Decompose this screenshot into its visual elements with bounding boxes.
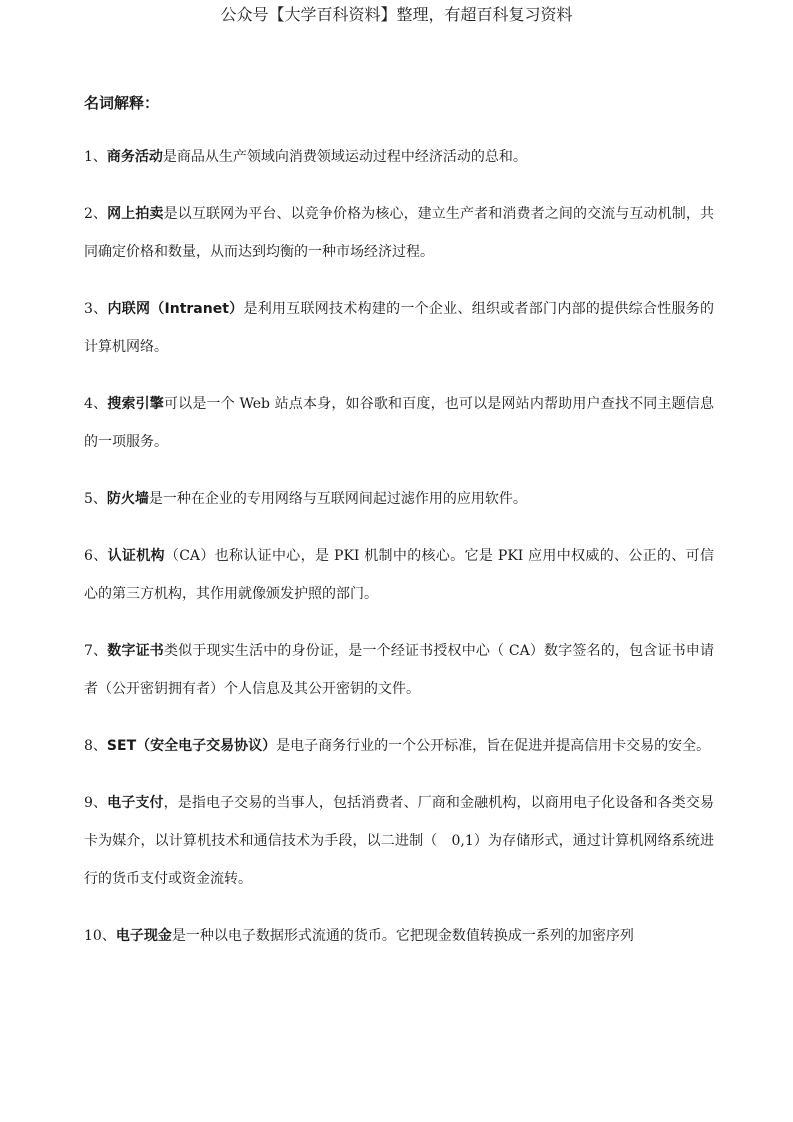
entry-number: 1、 xyxy=(84,149,107,165)
definition-entry-9 xyxy=(84,784,714,898)
definition-entry-5 xyxy=(84,480,714,518)
entry-definition: 是利用互联网技术构建的一个企业、组织或者部门内部的提供综合性服务的计算机网络。 xyxy=(84,301,714,355)
entry-term: 内联网（Intranet） xyxy=(107,301,244,317)
entry-term: 认证机构 xyxy=(107,548,165,564)
page-header: 公众号【大学百科资料】整理，有超百科复习资料 xyxy=(220,5,573,24)
entry-term: 防火墙 xyxy=(106,491,149,507)
entry-number: 5、 xyxy=(84,491,107,507)
definition-entry-7 xyxy=(84,632,714,708)
definition-entry-2 xyxy=(84,195,714,271)
document-body xyxy=(84,92,714,974)
entry-number: 7、 xyxy=(84,643,108,659)
definition-entry-10 xyxy=(84,917,714,955)
entry-definition: 是电子商务行业的一个公开标准，旨在促进并提高信用卡交易的安全。 xyxy=(276,738,711,754)
entry-term: 商务活动 xyxy=(106,149,163,165)
entry-definition: 类似于现实生活中的身份证，是一个经证书授权中心（ CA）数字签名的，包含证书申请者（公开密钥拥有者）个人信息及其公开密钥的文件。 xyxy=(84,643,714,697)
entry-term: SET（安全电子交易协议） xyxy=(106,738,277,754)
entry-number: 2、 xyxy=(84,206,108,222)
entry-term: 电子现金 xyxy=(115,928,172,944)
entry-term: 搜索引擎 xyxy=(107,396,164,412)
entry-definition: 是一种以电子数据形式流通的货币。它把现金数值转换成一系列的加密序列 xyxy=(171,928,634,944)
entry-number: 3、 xyxy=(84,301,108,317)
entry-term: 电子支付 xyxy=(107,795,164,811)
definition-entry-1 xyxy=(84,138,714,176)
entry-definition: ，是指电子交易的当事人，包括消费者、厂商和金融机构，以商用电子化设备和各类交易卡为媒介，以计算机技术和通信技术为手段，以二进制（ 0,1）为存储形式，通过计算机网络系统进行的货币支付或资金流转。 xyxy=(84,795,714,887)
entry-definition: 是一种在企业的专用网络与互联网间起过滤作用的应用软件。 xyxy=(148,491,527,507)
entry-number: 4、 xyxy=(84,396,108,412)
entry-term: 数字证书 xyxy=(107,643,164,659)
entry-number: 8、 xyxy=(84,738,107,754)
entry-definition: 是商品从生产领域向消费领域运动过程中经济活动的总和。 xyxy=(162,149,527,165)
section-title: 名词解释： xyxy=(84,94,160,112)
entry-number: 10、 xyxy=(84,928,116,944)
entry-definition: 是以互联网为平台、以竞争价格为核心，建立生产者和消费者之间的交流与互动机制，共同确定价格和数量，从而达到均衡的一种市场经济过程。 xyxy=(84,206,714,260)
definition-entry-4 xyxy=(84,385,714,461)
entry-number: 6、 xyxy=(84,548,108,564)
entry-term: 网上拍卖 xyxy=(107,206,164,222)
definition-entry-8 xyxy=(84,727,714,765)
entry-definition: 可以是一个 Web 站点本身，如谷歌和百度，也可以是网站内帮助用户查找不同主题信息的一项服务。 xyxy=(84,396,714,450)
definition-entry-3 xyxy=(84,290,714,366)
entry-definition: （CA）也称认证中心，是 PKI 机制中的核心。它是 PKI 应用中权威的、公正的、可信心的第三方机构，其作用就像颁发护照的部门。 xyxy=(84,548,714,602)
entry-number: 9、 xyxy=(84,795,108,811)
definition-entry-6 xyxy=(84,537,714,613)
